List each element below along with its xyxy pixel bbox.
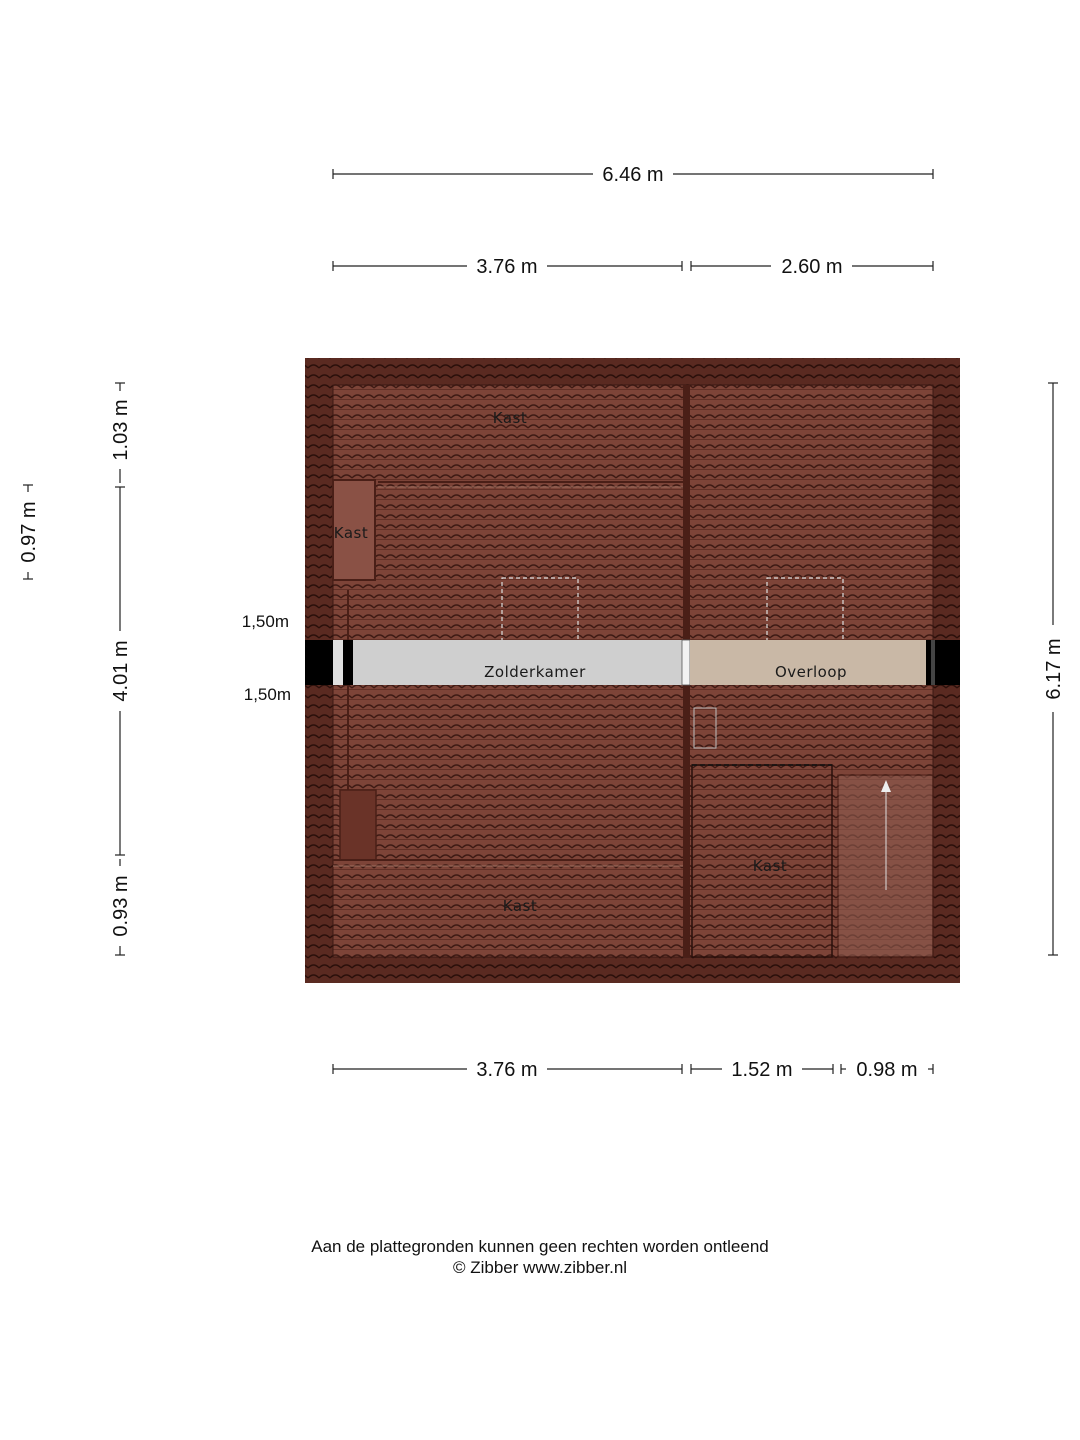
dimension-top-split — [333, 256, 933, 278]
dimension-label-right-total: 6.17 m — [1043, 638, 1065, 700]
height-mark-lower: 1,50m — [243, 685, 291, 704]
dimension-label-bottom-right: 0.98 m — [856, 1059, 918, 1081]
disclaimer-text: Aan de plattegronden kunnen geen rechten worden ontleend — [311, 1237, 769, 1256]
section-band — [305, 640, 960, 685]
dimension-label-bottom-left: 3.76 m — [476, 1059, 538, 1081]
dimension-bottom — [333, 1059, 933, 1081]
dimension-label-left-outer: 0.97 m — [18, 501, 40, 563]
dimension-label-left-top: 1.03 m — [110, 399, 132, 461]
dimension-label-top-left: 3.76 m — [476, 256, 538, 278]
room-label-zolderkamer: Zolderkamer — [484, 663, 586, 681]
height-mark-upper: 1,50m — [241, 612, 289, 631]
room-label-kast-top: Kast — [492, 409, 528, 427]
room-label-kast-bottom-left: Kast — [502, 897, 538, 915]
footer — [0, 1236, 1080, 1278]
dimension-label-bottom-mid: 1.52 m — [731, 1059, 793, 1081]
dimension-label-left-mid: 4.01 m — [110, 640, 132, 702]
dimension-label-top-right: 2.60 m — [781, 256, 843, 278]
dimension-left-outer — [18, 485, 40, 579]
dimension-left-chain — [110, 383, 132, 955]
dimension-top-total — [333, 164, 933, 186]
room-label-kast-left: Kast — [333, 524, 369, 542]
dimension-label-top-total: 6.46 m — [602, 164, 664, 186]
room-label-kast-bottom-right: Kast — [752, 857, 788, 875]
copyright-text: © Zibber www.zibber.nl — [452, 1258, 628, 1277]
room-label-overloop: Overloop — [774, 663, 848, 681]
dimension-right — [1043, 383, 1065, 955]
dimension-label-left-bottom: 0.93 m — [110, 875, 132, 937]
